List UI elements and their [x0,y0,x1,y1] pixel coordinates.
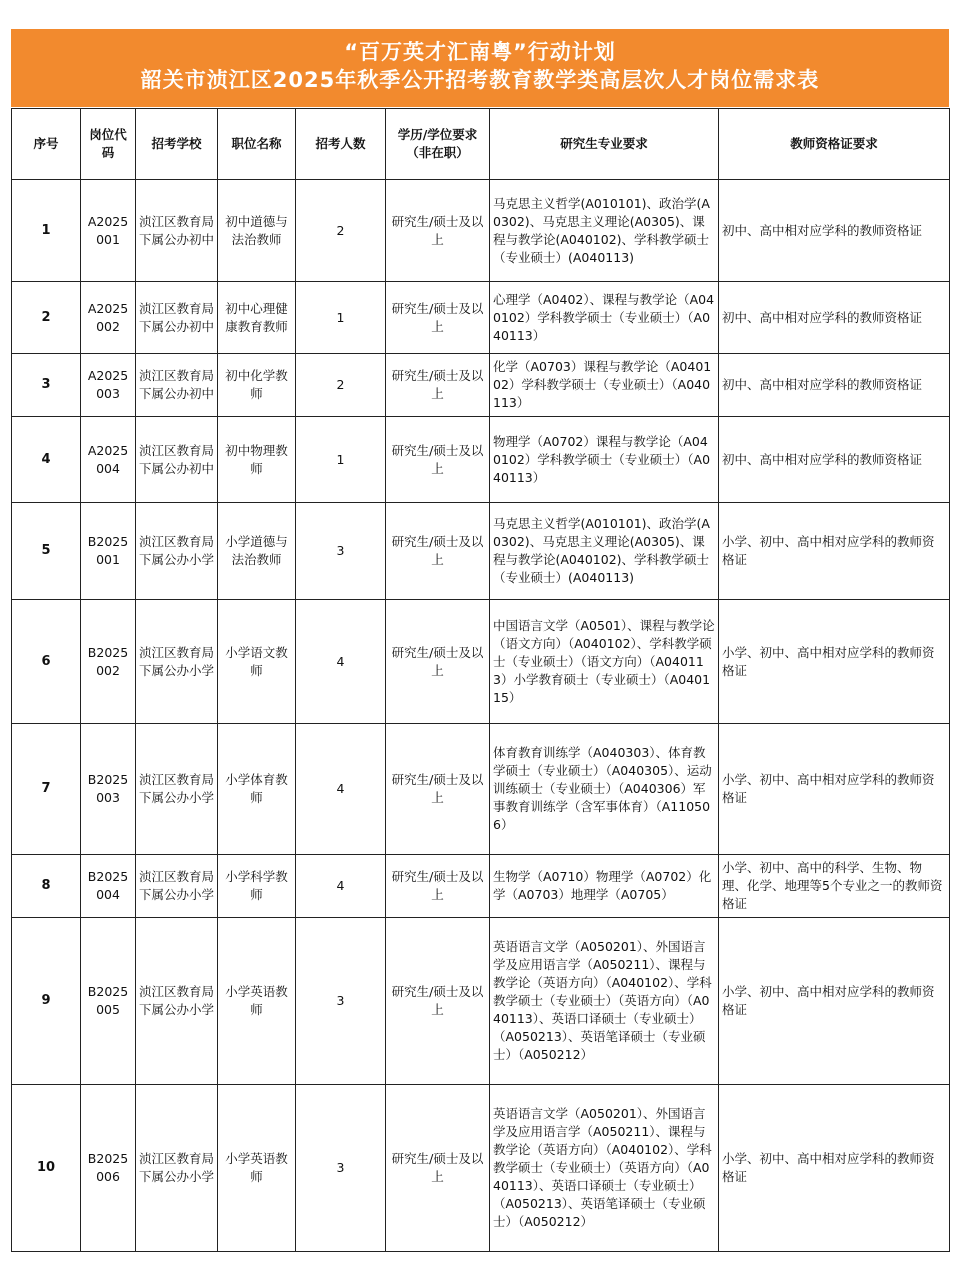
cell-major: 马克思主义哲学(A010101)、政治学(A0302)、马克思主义理论(A0305)、课程与教学论(A040102)、学科教学硕士（专业硕士）(A040113) [490,180,719,282]
cell-seq: 10 [12,1085,81,1252]
cell-school: 浈江区教育局下属公办小学 [136,600,218,724]
cell-position: 初中道德与法治教师 [218,180,296,282]
cell-cert: 小学、初中、高中相对应学科的教师资格证 [719,918,950,1085]
cell-school: 浈江区教育局下属公办小学 [136,918,218,1085]
cell-major: 中国语言文学（A0501）、课程与教学论（语文方向）（A040102）、学科教学硕士（专业硕士）（语文方向）（A040113）小学教育硕士（专业硕士）（A040115） [490,600,719,724]
cell-seq: 8 [12,855,81,918]
cell-major: 生物学（A0710）物理学（A0702）化学（A0703）地理学（A0705） [490,855,719,918]
cell-code: A2025002 [81,282,136,354]
cell-code: B2025002 [81,600,136,724]
cell-count: 3 [296,918,386,1085]
table-header-row [12,109,950,180]
table-row [12,503,950,600]
cell-school: 浈江区教育局下属公办初中 [136,354,218,417]
cell-code: A2025004 [81,417,136,503]
cell-count: 2 [296,180,386,282]
cell-code: A2025001 [81,180,136,282]
cell-degree: 研究生/硕士及以上 [386,855,490,918]
header-position: 职位名称 [218,109,296,180]
cell-major: 体育教育训练学（A040303）、体育教学硕士（专业硕士）（A040305）、运动训练硕士（专业硕士）（A040306）军事教育训练学（含军事体育）（A110506） [490,724,719,855]
title-line-2: 韶关市浈江区2025年秋季公开招考教育教学类高层次人才岗位需求表 [140,68,820,92]
cell-seq: 2 [12,282,81,354]
cell-position: 小学语文教师 [218,600,296,724]
cell-cert: 初中、高中相对应学科的教师资格证 [719,180,950,282]
cell-degree: 研究生/硕士及以上 [386,724,490,855]
title-line-1: “百万英才汇南粤”行动计划 [344,40,616,64]
header-major: 研究生专业要求 [490,109,719,180]
cell-count: 4 [296,855,386,918]
table-row [12,354,950,417]
cell-degree: 研究生/硕士及以上 [386,600,490,724]
cell-major: 英语语言文学（A050201）、外国语言学及应用语言学（A050211）、课程与教学论（英语方向）（A040102）、学科教学硕士（专业硕士）（英语方向）（A040113）、英语口译硕士（专业硕士）（A050213）、英语笔译硕士（专业硕士）（A050212） [490,918,719,1085]
table-row [12,1085,950,1252]
header-school: 招考学校 [136,109,218,180]
cell-cert: 初中、高中相对应学科的教师资格证 [719,354,950,417]
cell-count: 4 [296,600,386,724]
header-degree: 学历/学位要求（非在职） [386,109,490,180]
cell-degree: 研究生/硕士及以上 [386,354,490,417]
cell-code: B2025001 [81,503,136,600]
cell-code: B2025005 [81,918,136,1085]
cell-cert: 初中、高中相对应学科的教师资格证 [719,417,950,503]
cell-school: 浈江区教育局下属公办初中 [136,180,218,282]
job-requirements-table [11,108,950,1252]
title-banner [11,29,949,107]
cell-cert: 小学、初中、高中相对应学科的教师资格证 [719,1085,950,1252]
cell-seq: 4 [12,417,81,503]
cell-position: 初中心理健康教育教师 [218,282,296,354]
cell-school: 浈江区教育局下属公办小学 [136,1085,218,1252]
cell-position: 小学英语教师 [218,1085,296,1252]
cell-cert: 初中、高中相对应学科的教师资格证 [719,282,950,354]
cell-cert: 小学、初中、高中相对应学科的教师资格证 [719,503,950,600]
cell-code: B2025003 [81,724,136,855]
table-row [12,918,950,1085]
cell-school: 浈江区教育局下属公办小学 [136,855,218,918]
table-row [12,600,950,724]
cell-major: 英语语言文学（A050201）、外国语言学及应用语言学（A050211）、课程与教学论（英语方向）（A040102）、学科教学硕士（专业硕士）（英语方向）（A040113）、英语口译硕士（专业硕士）（A050213）、英语笔译硕士（专业硕士）（A050212） [490,1085,719,1252]
cell-school: 浈江区教育局下属公办小学 [136,724,218,855]
cell-count: 2 [296,354,386,417]
cell-seq: 6 [12,600,81,724]
cell-count: 4 [296,724,386,855]
cell-count: 1 [296,417,386,503]
cell-position: 初中化学教师 [218,354,296,417]
table-row [12,855,950,918]
cell-degree: 研究生/硕士及以上 [386,417,490,503]
cell-count: 3 [296,503,386,600]
cell-degree: 研究生/硕士及以上 [386,282,490,354]
cell-code: A2025003 [81,354,136,417]
cell-school: 浈江区教育局下属公办初中 [136,282,218,354]
table-row [12,417,950,503]
cell-position: 小学英语教师 [218,918,296,1085]
cell-position: 初中物理教师 [218,417,296,503]
cell-seq: 5 [12,503,81,600]
cell-position: 小学科学教师 [218,855,296,918]
cell-count: 1 [296,282,386,354]
header-code: 岗位代码 [81,109,136,180]
cell-seq: 3 [12,354,81,417]
table-row [12,180,950,282]
cell-cert: 小学、初中、高中相对应学科的教师资格证 [719,724,950,855]
cell-position: 小学道德与法治教师 [218,503,296,600]
cell-degree: 研究生/硕士及以上 [386,1085,490,1252]
header-cert: 教师资格证要求 [719,109,950,180]
table-row [12,282,950,354]
header-seq: 序号 [12,109,81,180]
cell-degree: 研究生/硕士及以上 [386,503,490,600]
cell-seq: 7 [12,724,81,855]
cell-position: 小学体育教师 [218,724,296,855]
cell-major: 马克思主义哲学(A010101)、政治学(A0302)、马克思主义理论(A0305)、课程与教学论(A040102)、学科教学硕士（专业硕士）(A040113) [490,503,719,600]
cell-major: 物理学（A0702）课程与教学论（A040102）学科教学硕士（专业硕士）（A040113） [490,417,719,503]
cell-code: B2025006 [81,1085,136,1252]
cell-degree: 研究生/硕士及以上 [386,180,490,282]
cell-code: B2025004 [81,855,136,918]
cell-count: 3 [296,1085,386,1252]
cell-major: 化学（A0703）课程与教学论（A040102）学科教学硕士（专业硕士）（A040113） [490,354,719,417]
cell-school: 浈江区教育局下属公办初中 [136,417,218,503]
cell-cert: 小学、初中、高中相对应学科的教师资格证 [719,600,950,724]
cell-major: 心理学（A0402）、课程与教学论（A040102）学科教学硕士（专业硕士）（A040113） [490,282,719,354]
cell-cert: 小学、初中、高中的科学、生物、物理、化学、地理等5个专业之一的教师资格证 [719,855,950,918]
cell-school: 浈江区教育局下属公办小学 [136,503,218,600]
cell-degree: 研究生/硕士及以上 [386,918,490,1085]
header-count: 招考人数 [296,109,386,180]
table-row [12,724,950,855]
cell-seq: 1 [12,180,81,282]
cell-seq: 9 [12,918,81,1085]
